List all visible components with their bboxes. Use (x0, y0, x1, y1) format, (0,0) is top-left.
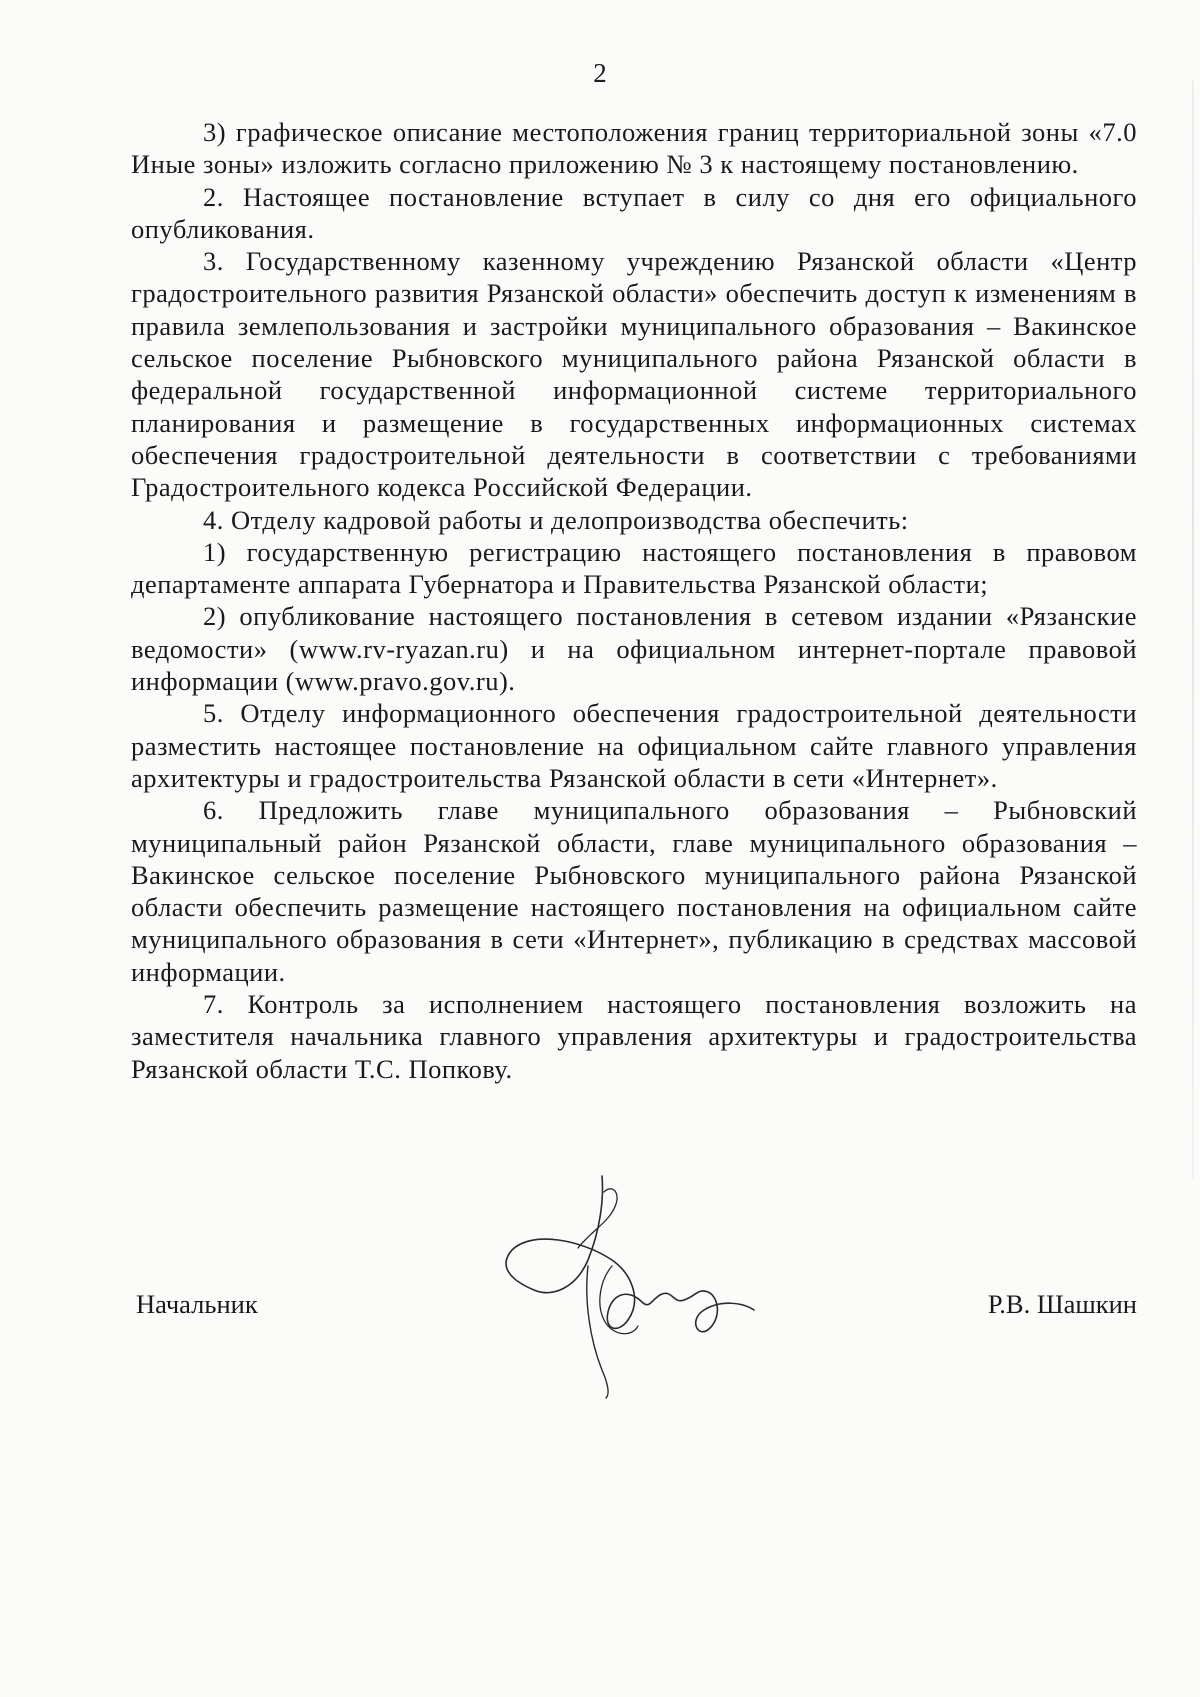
paragraph-clause-2-effective-date: 2. Настоящее постановление вступает в силу со дня его официального опубликования. (131, 181, 1137, 244)
page-number: 2 (593, 58, 607, 88)
paragraph-clause-4-item-2-publication: 2) опубликование настоящего постановления в сетевом издании «Рязанские ведомости» (www.rv-ryazan.ru) и на официальном интернет-портале правовой информации (www.pravo.gov.ru). (131, 601, 1137, 697)
document-body (131, 116, 1137, 1085)
paragraph-clause-4-records-department: 4. Отделу кадровой работы и делопроизводства обеспечить: (203, 504, 909, 535)
paragraph-item-3-graphic-description: 3) графическое описание местоположения границ территориальной зоны «7.0 Иные зоны» изложить согласно приложению № 3 к настоящему постановлению. (131, 117, 1137, 180)
paragraph-clause-7-control: 7. Контроль за исполнением настоящего постановления возложить на заместителя начальника главного управления архитектуры и градостроительства Рязанской области Т.С. Попкову. (131, 989, 1137, 1084)
signatory-position: Начальник (136, 1289, 258, 1319)
signature-block (136, 1289, 1137, 1329)
paragraph-clause-5-website-posting: 5. Отделу информационного обеспечения градостроительной деятельности разместить настоящее постановление на официальном сайте главного управления архитектуры и градостроительства Рязанской области в сети «Интернет». (131, 698, 1137, 793)
paragraph-clause-4-item-1-registration: 1) государственную регистрацию настоящего постановления в правовом департаменте аппарата Губернатора и Правительства Рязанской области; (131, 536, 1137, 600)
paragraph-clause-6-municipal-proposal: 6. Предложить главе муниципального образования – Рыбновский муниципальный район Рязанской области, главе муниципального образования – Вакинское сельское поселение Рыбновского муниципального района Рязанской области обеспечить размещение настоящего постановления на официальном сайте муниципального образования в сети «Интернет», публикацию в средствах массовой информации. (131, 795, 1137, 987)
paragraph-clause-3-access-provision: 3. Государственному казенному учреждению Рязанской области «Центр градостроительного развития Рязанской области» обеспечить доступ к изменениям в правила землепользования и застройки муниципального образования – Вакинское сельское поселение Рыбновского муниципального района Рязанской области в федеральной государственной информационной системе территориального планирования и размещение в государственных информационных системах обеспечения градостроительной деятельности в соответствии с требованиями Градостроительного кодекса Российской Федерации. (131, 246, 1137, 503)
signatory-name: Р.В. Шашкин (987, 1289, 1137, 1319)
handwritten-signature (492, 1170, 782, 1400)
scan-edge-shadow (1192, 80, 1194, 1180)
